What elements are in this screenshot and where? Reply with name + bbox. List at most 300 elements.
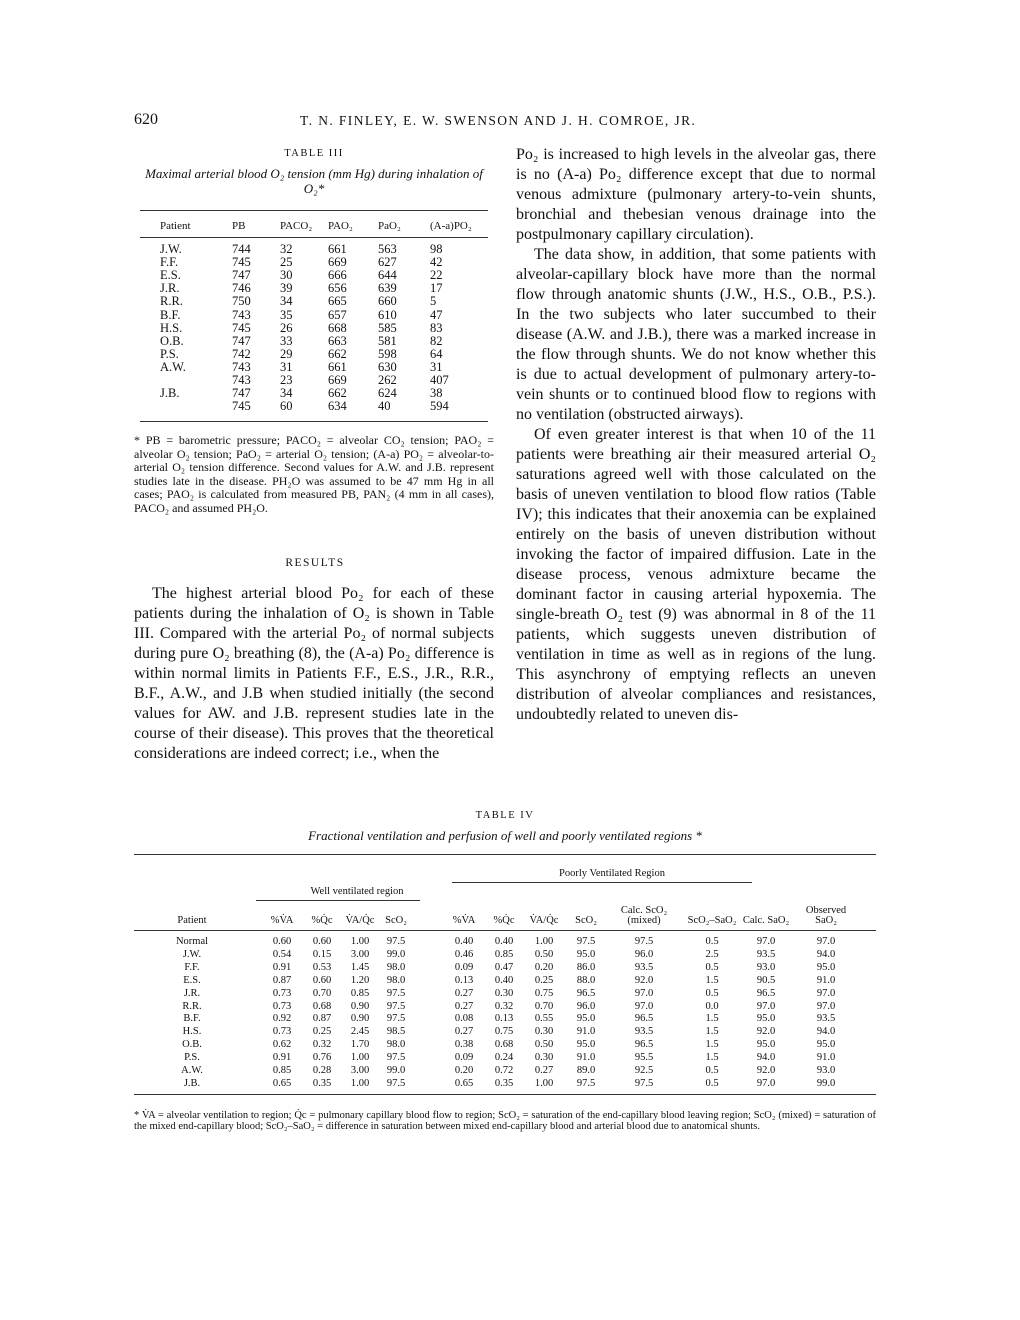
table4-cell: 90.5 bbox=[756, 974, 776, 986]
table4-cell: 93.5 bbox=[634, 1026, 654, 1038]
table4-cell: 96.5 bbox=[634, 1013, 654, 1025]
table3-header-cell: PAO₂ bbox=[328, 220, 353, 232]
table3-cell: 746 bbox=[232, 281, 251, 296]
table3-cell: 47 bbox=[430, 307, 443, 322]
table4-cell: 95.0 bbox=[816, 1039, 836, 1051]
table3-cell: 64 bbox=[430, 346, 443, 361]
table3-cell: 26 bbox=[280, 320, 293, 335]
table3-row bbox=[140, 347, 488, 360]
table4-cell: 0.20 bbox=[454, 1065, 474, 1076]
table4-cell: 0.38 bbox=[454, 1039, 474, 1051]
table4-cell: 91.0 bbox=[816, 1052, 836, 1064]
table3-row bbox=[140, 242, 488, 255]
table4-cell: 93.5 bbox=[756, 948, 776, 960]
table4-cell: A.W. bbox=[181, 1065, 203, 1076]
table4-header bbox=[134, 862, 876, 930]
table4-cell: 95.0 bbox=[576, 1039, 596, 1051]
table4-cell: 97.5 bbox=[634, 1077, 654, 1089]
table4-cell: 97.0 bbox=[634, 1000, 654, 1012]
table3-row bbox=[140, 373, 488, 386]
table3-caption: Maximal arterial blood O₂ tension (mm Hg) during inhalation of O₂* bbox=[145, 166, 483, 196]
table4-cell: 98.0 bbox=[386, 1039, 406, 1051]
table4-cell: 0.5 bbox=[705, 936, 719, 947]
table4-label: TABLE IV bbox=[475, 810, 535, 821]
table4-cell: 0.40 bbox=[454, 936, 474, 947]
table4-header-rule bbox=[134, 930, 876, 931]
table3-cell: F.F. bbox=[160, 255, 179, 270]
table4-cell: 93.5 bbox=[816, 1013, 836, 1025]
table4-cell: 0.35 bbox=[494, 1077, 514, 1089]
table3-header-cell: (A-a)PO₂ bbox=[430, 220, 472, 232]
table4-cell: 0.91 bbox=[272, 1052, 292, 1064]
table4-header-cell: V̇A/Q̇c bbox=[345, 915, 375, 926]
table4-cell: 0.73 bbox=[272, 987, 292, 999]
table3-cell: 661 bbox=[328, 242, 347, 256]
table4-cell: 0.60 bbox=[272, 936, 292, 947]
table4-cell: 0.27 bbox=[454, 987, 474, 999]
table4-cell: 0.24 bbox=[494, 1052, 514, 1064]
table3-cell: 83 bbox=[430, 320, 443, 335]
table4-cell: 1.00 bbox=[534, 1077, 554, 1089]
table3-label: TABLE III bbox=[284, 148, 344, 159]
table4-row bbox=[134, 962, 876, 974]
table4-cell: 1.00 bbox=[350, 936, 370, 947]
table3-cell: 594 bbox=[430, 399, 449, 414]
table3-cell: 39 bbox=[280, 281, 293, 296]
table3-cell: 745 bbox=[232, 255, 251, 270]
table4-header-cell: Calc. SaO₂ bbox=[742, 915, 790, 926]
table4-cell: J.W. bbox=[182, 948, 202, 960]
table4-cell: 92.0 bbox=[756, 1026, 776, 1038]
table3-cell: 22 bbox=[430, 268, 443, 283]
table4-cell: 93.5 bbox=[634, 961, 654, 973]
table4-cell: 93.0 bbox=[756, 961, 776, 973]
table3-cell: 33 bbox=[280, 333, 293, 348]
table3-cell: 30 bbox=[280, 268, 293, 283]
table3-cell: 82 bbox=[430, 333, 443, 348]
table4-cell: 1.5 bbox=[705, 1026, 719, 1038]
table4-cell: 0.08 bbox=[454, 1013, 474, 1025]
table4-cell: 99.0 bbox=[386, 948, 406, 960]
table4-cell: 97.0 bbox=[756, 1000, 776, 1012]
table4-cell: 92.0 bbox=[634, 974, 654, 986]
table3-cell: H.S. bbox=[160, 320, 183, 335]
table4-cell: 0.53 bbox=[312, 961, 332, 973]
table4-cell: 0.65 bbox=[454, 1077, 474, 1089]
table3-cell: 644 bbox=[378, 268, 397, 283]
table4-cell: 0.87 bbox=[272, 974, 292, 986]
table3-cell: 98 bbox=[430, 242, 443, 256]
table3-cell: 639 bbox=[378, 281, 397, 296]
table4-cell: 0.28 bbox=[312, 1065, 332, 1076]
table3-cell: 662 bbox=[328, 386, 347, 401]
table4-cell: 97.0 bbox=[634, 987, 654, 999]
table4-cell: 0.25 bbox=[312, 1026, 332, 1038]
table4-header-cell: %V̇A bbox=[270, 915, 294, 926]
table4-cell: 0.70 bbox=[312, 987, 332, 999]
table4-cell: 0.60 bbox=[312, 936, 332, 947]
table3-cell: R.R. bbox=[160, 294, 183, 309]
table3-row bbox=[140, 399, 488, 412]
table4-cell: 96.5 bbox=[756, 987, 776, 999]
table3-row bbox=[140, 321, 488, 334]
table4-cell: 0.35 bbox=[312, 1077, 332, 1089]
table4-cell: 0.46 bbox=[454, 948, 474, 960]
table4-cell: 0.55 bbox=[534, 1013, 554, 1025]
table4-group-well: Well ventilated region bbox=[310, 886, 404, 897]
table4-cell: 0.32 bbox=[494, 1000, 514, 1012]
table3-cell: 25 bbox=[280, 255, 293, 270]
table4-row bbox=[134, 988, 876, 1000]
table3-cell: 747 bbox=[232, 386, 251, 401]
table4-cell: 86.0 bbox=[576, 961, 596, 973]
table4-cell: 94.0 bbox=[816, 1026, 836, 1038]
table4-row bbox=[134, 1001, 876, 1013]
table3-cell: 40 bbox=[378, 399, 391, 414]
table3-header bbox=[140, 218, 488, 236]
table4-cell: 92.0 bbox=[756, 1065, 776, 1076]
table3-cell: 634 bbox=[328, 399, 347, 414]
table4-cell: 98.0 bbox=[386, 961, 406, 973]
right-column bbox=[516, 145, 876, 725]
table3-cell: 662 bbox=[328, 346, 347, 361]
table4-cell: 99.0 bbox=[816, 1077, 836, 1089]
table4-cell: 91.0 bbox=[816, 974, 836, 986]
table3-header-cell: PaO₂ bbox=[378, 220, 401, 232]
table4-cell: 92.5 bbox=[634, 1065, 654, 1076]
table3-cell: 581 bbox=[378, 333, 397, 348]
table4-top-rule bbox=[134, 854, 876, 855]
table3-cell: P.S. bbox=[160, 346, 179, 361]
table3-cell: J.W. bbox=[160, 242, 182, 256]
table3-cell: 661 bbox=[328, 359, 347, 374]
table3-row bbox=[140, 360, 488, 373]
table4-cell: 1.5 bbox=[705, 974, 719, 986]
table3-row bbox=[140, 308, 488, 321]
table3-cell: O.B. bbox=[160, 333, 184, 348]
table4-cell: 97.0 bbox=[816, 987, 836, 999]
table4-cell: 96.0 bbox=[634, 948, 654, 960]
table4-cell: 0.47 bbox=[494, 961, 514, 973]
table3-cell: 31 bbox=[430, 359, 443, 374]
right-paragraph-2: The data show, in addition, that some patients with alveolar-capillary block have more than the normal flow through anatomic shunts (J.W., H.S., O.B., P.S.). In the two subjects who later succumbed to their disease (A.W. and J.B.), there was a marked increase in the flow through shunts. We do not know whether this is due to actual development of pulmonary artery-to-vein shunts or to continued blood flow to regions with no ventilation (obstructed airways). bbox=[516, 246, 876, 423]
table4-header-cell: %Q̇c bbox=[311, 915, 333, 926]
table4-cell: 1.5 bbox=[705, 1052, 719, 1064]
table4-cell: 0.13 bbox=[454, 974, 474, 986]
table3-cell: 666 bbox=[328, 268, 347, 283]
table4-cell: 2.5 bbox=[705, 948, 719, 960]
table4-cell: 97.0 bbox=[756, 936, 776, 947]
table4-cell: E.S. bbox=[183, 974, 201, 986]
table4-cell: 0.09 bbox=[454, 1052, 474, 1064]
table4-cell: 1.20 bbox=[350, 974, 370, 986]
table4-row bbox=[134, 1078, 876, 1090]
table4-cell: 0.15 bbox=[312, 948, 332, 960]
table4-cell: 0.30 bbox=[494, 987, 514, 999]
table3-cell: 38 bbox=[430, 386, 443, 401]
table4-row bbox=[134, 1026, 876, 1038]
table4-cell: 0.40 bbox=[494, 974, 514, 986]
table3-header-cell: Patient bbox=[160, 220, 191, 232]
table4-cell: 0.13 bbox=[494, 1013, 514, 1025]
table4-cell: 0.54 bbox=[272, 948, 292, 960]
table4-cell: 0.60 bbox=[312, 974, 332, 986]
table4-cell: 0.91 bbox=[272, 961, 292, 973]
table4-header-cell: Patient bbox=[177, 915, 207, 926]
table4-cell: 98.0 bbox=[386, 974, 406, 986]
table3-cell: 663 bbox=[328, 333, 347, 348]
table3-row bbox=[140, 334, 488, 347]
table4-cell: Normal bbox=[175, 936, 209, 947]
table4-header-cell: Calc. ScO₂ (mixed) bbox=[620, 905, 668, 926]
table3-row bbox=[140, 255, 488, 268]
table3-cell: 742 bbox=[232, 346, 251, 361]
table4-cell: 97.0 bbox=[816, 1000, 836, 1012]
table3-footnote: * PB = barometric pressure; PACO₂ = alveolar CO₂ tension; PAO₂ = alveolar O₂ tension; PaO₂ = arterial O₂ tension; (A-a) PO₂ = alveolar-to-arterial O₂ tension difference. Second values for A.W. and J.B. represent studies late in the disease. PH₂O was assumed to be 47 mm Hg in all cases; PAO₂ is calculated from measured PB, PAN₂ (4 mm in all cases), PACO₂ and assumed PH₂O. bbox=[134, 433, 494, 515]
table4-cell: 95.0 bbox=[576, 948, 596, 960]
table4-cell: 0.50 bbox=[534, 1039, 554, 1051]
table4-cell: 95.0 bbox=[756, 1013, 776, 1025]
table4-cell: 98.5 bbox=[386, 1026, 406, 1038]
table4-cell: 0.5 bbox=[705, 961, 719, 973]
table4-cell: 0.90 bbox=[350, 1013, 370, 1025]
table3-cell: 34 bbox=[280, 294, 293, 309]
table4-cell: J.B. bbox=[183, 1077, 201, 1089]
table3-cell: 750 bbox=[232, 294, 251, 309]
table4-cell: 0.85 bbox=[350, 987, 370, 999]
table4-header-cell: Observed SaO₂ bbox=[805, 905, 847, 926]
table3-cell: 745 bbox=[232, 399, 251, 414]
table4-header-cell: ScO₂ bbox=[575, 915, 597, 926]
table4-header-cell: ScO₂–SaO₂ bbox=[687, 915, 737, 926]
table4-cell: 0.68 bbox=[312, 1000, 332, 1012]
table4-cell: 0.75 bbox=[494, 1026, 514, 1038]
table4-cell: 97.0 bbox=[756, 1077, 776, 1089]
table4-cell: F.F. bbox=[184, 961, 200, 973]
table4-cell: 97.5 bbox=[576, 936, 596, 947]
table4-cell: 95.0 bbox=[576, 1013, 596, 1025]
table4-cell: 96.0 bbox=[576, 1000, 596, 1012]
table4-caption: Fractional ventilation and perfusion of well and poorly ventilated regions * bbox=[308, 828, 702, 843]
table4-cell: 91.0 bbox=[576, 1026, 596, 1038]
table4-group-poor-rule bbox=[452, 882, 752, 883]
table4-cell: 0.27 bbox=[454, 1000, 474, 1012]
table3-cell: B.F. bbox=[160, 307, 181, 322]
table4-cell: 96.5 bbox=[634, 1039, 654, 1051]
table4-cell: 0.75 bbox=[534, 987, 554, 999]
table4-cell: 97.5 bbox=[386, 987, 406, 999]
table4-cell: 95.5 bbox=[634, 1052, 654, 1064]
table4-cell: P.S. bbox=[184, 1052, 200, 1064]
right-paragraph-3: Of even greater interest is that when 10 of the 11 patients were breathing air their measured arterial O₂ saturations agreed well with those calculated on the basis of uneven ventilation to blood flow ratios (Table IV); this indicates that their anoxemia can be explained entirely on the basis of uneven distribution without invoking the factor of impaired diffusion. Late in the disease process, venous admixture became the dominant factor in causing arterial hypoxemia. The single-breath O₂ test (9) was abnormal in 8 of the 11 patients, which suggests uneven distribution of ventilation in time as well as in regions of the lung. This asynchrony of emptying reflects an uneven distribution of alveolar compliances and resistances, undoubtedly related to uneven dis- bbox=[516, 426, 876, 723]
table4-cell: 0.5 bbox=[705, 1077, 719, 1089]
table4-row bbox=[134, 936, 876, 948]
table4-cell: 97.5 bbox=[386, 1000, 406, 1012]
table4-cell: 0.27 bbox=[534, 1065, 554, 1076]
table3-cell: 624 bbox=[378, 386, 397, 401]
table4-cell: 97.5 bbox=[386, 1077, 406, 1089]
table3-cell: 660 bbox=[378, 294, 397, 309]
table3-cell: 668 bbox=[328, 320, 347, 335]
table3-cell: 656 bbox=[328, 281, 347, 296]
table3-cell: 610 bbox=[378, 307, 397, 322]
table3-header-cell: PB bbox=[232, 220, 246, 232]
table4-cell: 0.09 bbox=[454, 961, 474, 973]
table4-cell: 0.90 bbox=[350, 1000, 370, 1012]
table3-row bbox=[140, 294, 488, 307]
table3-cell: 743 bbox=[232, 307, 251, 322]
table3-header-cell: PACO₂ bbox=[280, 220, 313, 232]
table4-header-cell: ScO₂ bbox=[385, 915, 407, 926]
table3-cell: 563 bbox=[378, 242, 397, 256]
table4-cell: 0.5 bbox=[705, 987, 719, 999]
table3-cell: J.R. bbox=[160, 281, 180, 296]
table3-cell: 669 bbox=[328, 373, 347, 387]
table3-cell: 747 bbox=[232, 268, 251, 283]
table4-cell: J.R. bbox=[183, 987, 201, 999]
table3-header-rule bbox=[140, 237, 488, 238]
table3-cell: 42 bbox=[430, 255, 443, 270]
table3-cell: 743 bbox=[232, 373, 251, 387]
table4-cell: 1.45 bbox=[350, 961, 370, 973]
table4-cell: 95.0 bbox=[816, 961, 836, 973]
table3-cell: 598 bbox=[378, 346, 397, 361]
table4-group-well-rule bbox=[256, 900, 420, 901]
table4-cell: 0.85 bbox=[494, 948, 514, 960]
table4-cell: 96.5 bbox=[576, 987, 596, 999]
table4-cell: 0.92 bbox=[272, 1013, 292, 1025]
table3-cell: 35 bbox=[280, 307, 293, 322]
table4-cell: 0.73 bbox=[272, 1000, 292, 1012]
table3-cell: 17 bbox=[430, 281, 443, 296]
table4-cell: 0.72 bbox=[494, 1065, 514, 1076]
table4-cell: 3.00 bbox=[350, 1065, 370, 1076]
table3-cell: 60 bbox=[280, 399, 293, 414]
table3-cell: 657 bbox=[328, 307, 347, 322]
right-paragraph-1: Po₂ is increased to high levels in the alveolar gas, there is no (A-a) Po₂ difference except that due to normal venous admixture (pulmonary artery-to-vein shunts, bronchial and thebesian venous drainage into the postpulmonary capillary circulation). bbox=[516, 146, 876, 243]
table4-cell: 97.0 bbox=[816, 936, 836, 947]
table4-footnote: * V̇A = alveolar ventilation to region; Q̇c = pulmonary capillary blood flow to region; ScO₂ = saturation of the end-capillary blood leaving region; ScO₂ (mixed) = saturation of the mixed end-capillary blood; ScO₂–SaO₂ = difference in saturation between mixed end-capillary blood and arterial blood due to anatomical shunts. bbox=[134, 1110, 876, 1132]
table4-cell: 94.0 bbox=[816, 948, 836, 960]
table4-cell: 1.5 bbox=[705, 1039, 719, 1051]
table4-cell: 0.30 bbox=[534, 1026, 554, 1038]
table3-cell: 665 bbox=[328, 294, 347, 309]
table4-header-cell: %V̇A bbox=[452, 915, 476, 926]
table3-cell: 745 bbox=[232, 320, 251, 335]
table4-cell: R.R. bbox=[182, 1000, 202, 1012]
table3-cell: 23 bbox=[280, 373, 293, 387]
table3-cell: 744 bbox=[232, 242, 251, 256]
left-paragraph: The highest arterial blood Po₂ for each of these patients during the inhalation of O₂ is shown in Table III. Compared with the arterial Po₂ of normal subjects during pure O₂ breathing (8), the (A-a) Po₂ difference is within normal limits in Patients F.F., E.S., J.R., R.R., B.F., A.W., and J.B when studied initially (the second values for AW. and J.B. represent studies late in the course of their disease). This proves that the theoretical considerations are indeed correct; i.e., when the bbox=[134, 585, 494, 762]
table4-cell: 3.00 bbox=[350, 948, 370, 960]
table4-cell: 88.0 bbox=[576, 974, 596, 986]
table3-cell: 262 bbox=[378, 373, 397, 387]
table4-cell: 0.40 bbox=[494, 936, 514, 947]
table4-cell: 1.00 bbox=[350, 1052, 370, 1064]
table4-cell: 0.50 bbox=[534, 948, 554, 960]
table4-cell: 0.85 bbox=[272, 1065, 292, 1076]
table4-cell: 0.62 bbox=[272, 1039, 292, 1051]
table4-row bbox=[134, 1052, 876, 1064]
table4-cell: 2.45 bbox=[350, 1026, 370, 1038]
table4-cell: 97.5 bbox=[576, 1077, 596, 1089]
table4-cell: 97.5 bbox=[634, 936, 654, 947]
table4-header-cell: V̇A/Q̇c bbox=[529, 915, 559, 926]
table3-cell: 407 bbox=[430, 373, 449, 387]
table3-cell: 31 bbox=[280, 359, 293, 374]
table4-cell: 97.5 bbox=[386, 936, 406, 947]
table3-cell: 29 bbox=[280, 346, 293, 361]
table4-row bbox=[134, 1039, 876, 1051]
table3-cell: 630 bbox=[378, 359, 397, 374]
table3-cell: 34 bbox=[280, 386, 293, 401]
table4-cell: 0.87 bbox=[312, 1013, 332, 1025]
table4-cell: 95.0 bbox=[756, 1039, 776, 1051]
table3-row bbox=[140, 281, 488, 294]
table4-cell: 0.5 bbox=[705, 1065, 719, 1076]
table4-cell: 94.0 bbox=[756, 1052, 776, 1064]
table4-cell: 0.70 bbox=[534, 1000, 554, 1012]
page-number: 620 bbox=[134, 111, 158, 128]
table4-cell: 97.5 bbox=[386, 1013, 406, 1025]
table4-cell: 1.00 bbox=[350, 1077, 370, 1089]
results-heading: RESULTS bbox=[285, 557, 345, 569]
table4-cell: 97.5 bbox=[386, 1052, 406, 1064]
table4-cell: 0.27 bbox=[454, 1026, 474, 1038]
table3-cell: 669 bbox=[328, 255, 347, 270]
table4-row bbox=[134, 975, 876, 987]
table4-cell: B.F. bbox=[183, 1013, 201, 1025]
table4-group-poor: Poorly Ventilated Region bbox=[559, 868, 665, 879]
table4-cell: 0.30 bbox=[534, 1052, 554, 1064]
table3-top-rule bbox=[140, 210, 488, 211]
table3-cell: J.B. bbox=[160, 386, 180, 401]
table4-cell: 0.68 bbox=[494, 1039, 514, 1051]
table4-cell: 91.0 bbox=[576, 1052, 596, 1064]
table4-cell: 0.0 bbox=[705, 1000, 719, 1012]
table4-row bbox=[134, 1013, 876, 1025]
table4-cell: 1.70 bbox=[350, 1039, 370, 1051]
table4-cell: 0.73 bbox=[272, 1026, 292, 1038]
table3-cell: 32 bbox=[280, 242, 293, 256]
table4-row bbox=[134, 949, 876, 961]
table4-cell: H.S. bbox=[182, 1026, 202, 1038]
table4-cell: 1.00 bbox=[534, 936, 554, 947]
table3-cell: 5 bbox=[430, 294, 437, 309]
table4-cell: 99.0 bbox=[386, 1065, 406, 1076]
table4-bottom-rule bbox=[134, 1094, 876, 1095]
table3-cell: 627 bbox=[378, 255, 397, 270]
table3-cell: 747 bbox=[232, 333, 251, 348]
table4-cell: 0.25 bbox=[534, 974, 554, 986]
table4-row bbox=[134, 1065, 876, 1077]
table4-cell: 93.0 bbox=[816, 1065, 836, 1076]
table4-cell: 89.0 bbox=[576, 1065, 596, 1076]
table4-cell: 0.20 bbox=[534, 961, 554, 973]
table4-cell: 0.32 bbox=[312, 1039, 332, 1051]
table4-cell: 0.76 bbox=[312, 1052, 332, 1064]
running-head: T. N. FINLEY, E. W. SWENSON AND J. H. COMROE, JR. bbox=[300, 113, 697, 128]
table3-cell: E.S. bbox=[160, 268, 181, 283]
table3-cell: A.W. bbox=[160, 359, 186, 374]
table3-cell: 743 bbox=[232, 359, 251, 374]
table3-bottom-rule bbox=[140, 421, 488, 422]
table4-cell: O.B. bbox=[182, 1039, 202, 1051]
table4-cell: 1.5 bbox=[705, 1013, 719, 1025]
table3-row bbox=[140, 268, 488, 281]
table3-row bbox=[140, 386, 488, 399]
table4-header-cell: %Q̇c bbox=[493, 915, 515, 926]
